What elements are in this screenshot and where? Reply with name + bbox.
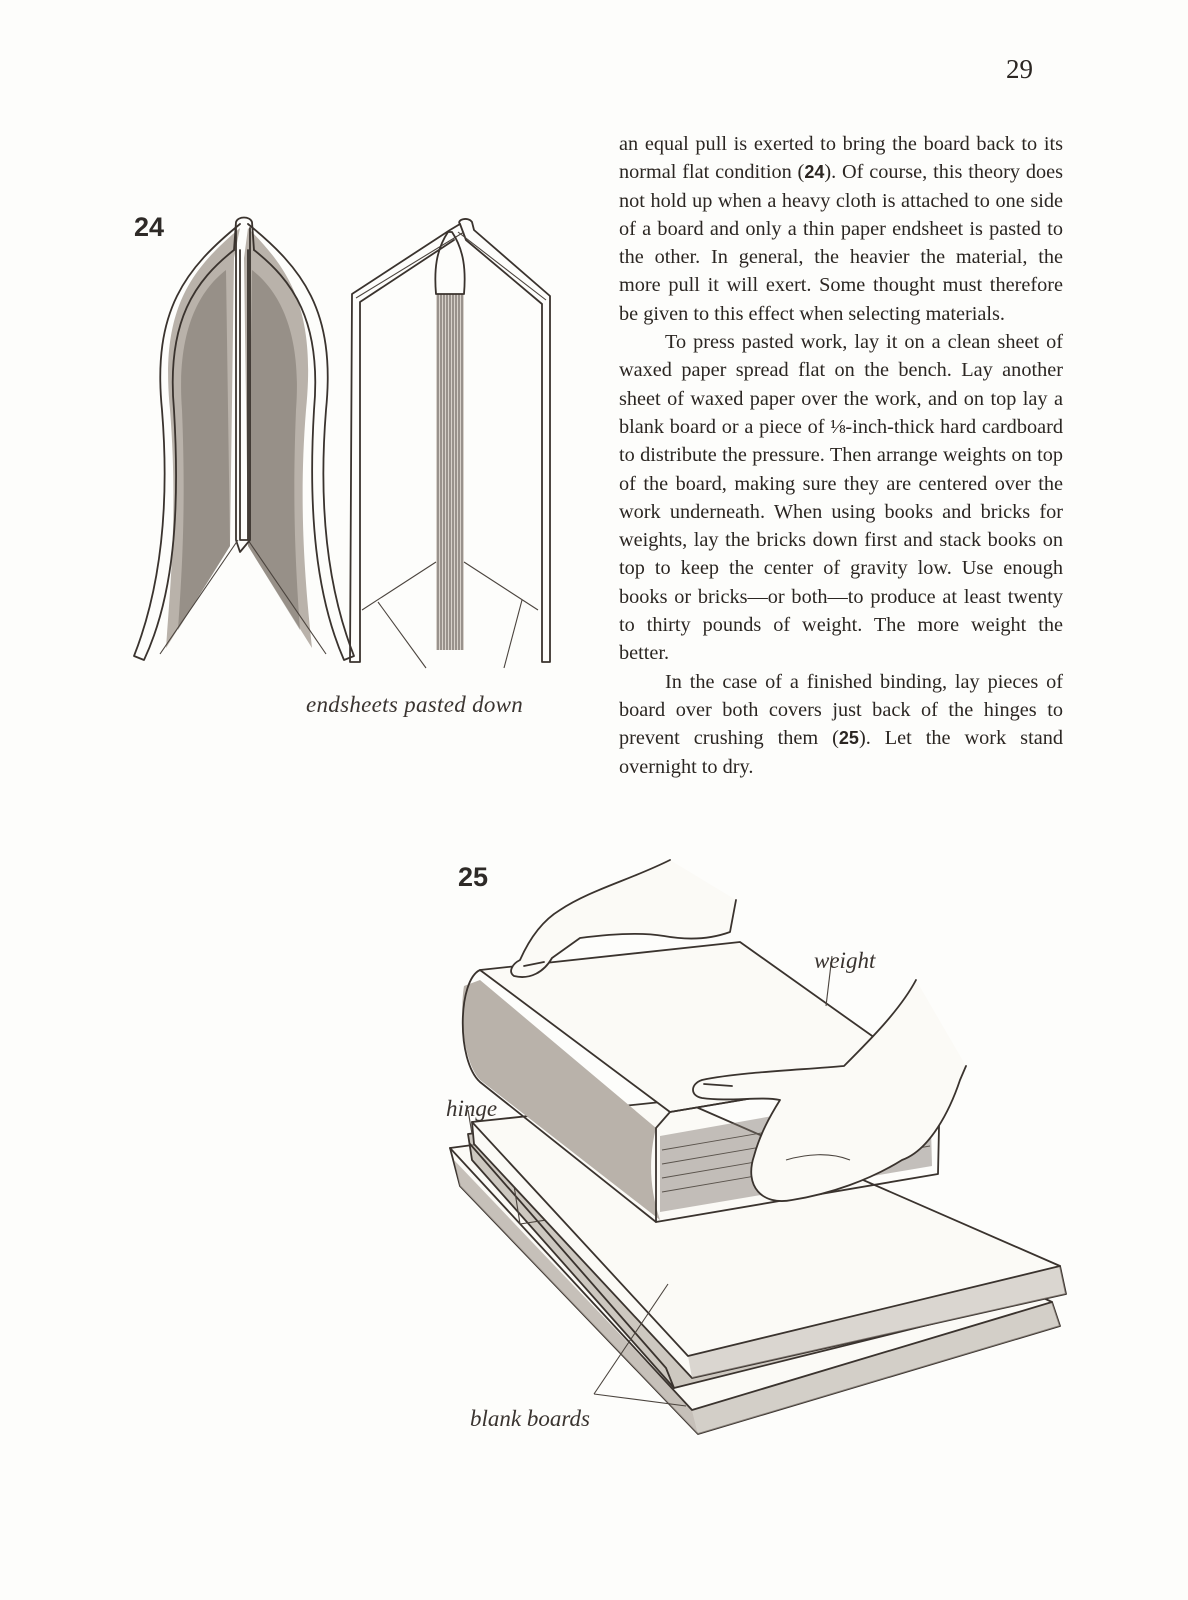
figure-ref-24: 24	[804, 162, 825, 183]
blank-boards-label: blank boards	[470, 1406, 590, 1431]
figure-ref-25: 25	[838, 728, 859, 749]
paragraph-3: In the case of a finished binding, lay pieces of board over both covers just back of the hinges to prevent crushing them (25). Let the work stand overnight to dry.	[619, 670, 1063, 778]
body-text	[619, 130, 1063, 781]
figure-24-illustration	[130, 210, 570, 690]
weight-label: weight	[814, 948, 876, 973]
paragraph-1: an equal pull is exerted to bring the board back to its normal flat condition (24). Of course, this theory does not hold up when a heavy cloth is attached to one side of a board and only a thin paper endsheet is pasted to the other. In general, the heavier the material, the more pull it will exert. Some thought must therefore be given to this effect when selecting materials.	[619, 133, 1064, 325]
figure-24-left-book	[134, 218, 354, 661]
figure-25-illustration	[440, 860, 1090, 1440]
figure-25-number: 25	[458, 862, 489, 892]
figure-24-number: 24	[134, 212, 165, 242]
paragraph-2: To press pasted work, lay it on a clean sheet of waxed paper spread flat on the bench. Lay another sheet of waxed paper over the work, and on top lay a blank board or a piece of ⅛-inch-thick hard cardboard to distribute the pressure. Then arrange weights on top of the board, making sure they are centered over the work underneath. When using books and bricks for weights, lay the bricks down first and stack books on top to keep the center of gravity low. Use enough books or bricks—or both—to produce at least twenty to thirty pounds of weight. The more weight the better.	[619, 331, 1063, 665]
figure-24-right-book	[350, 219, 550, 668]
page-number: 29	[1006, 54, 1033, 84]
hinge-label: hinge	[446, 1096, 498, 1121]
figure-24-label: endsheets pasted down	[306, 692, 524, 717]
